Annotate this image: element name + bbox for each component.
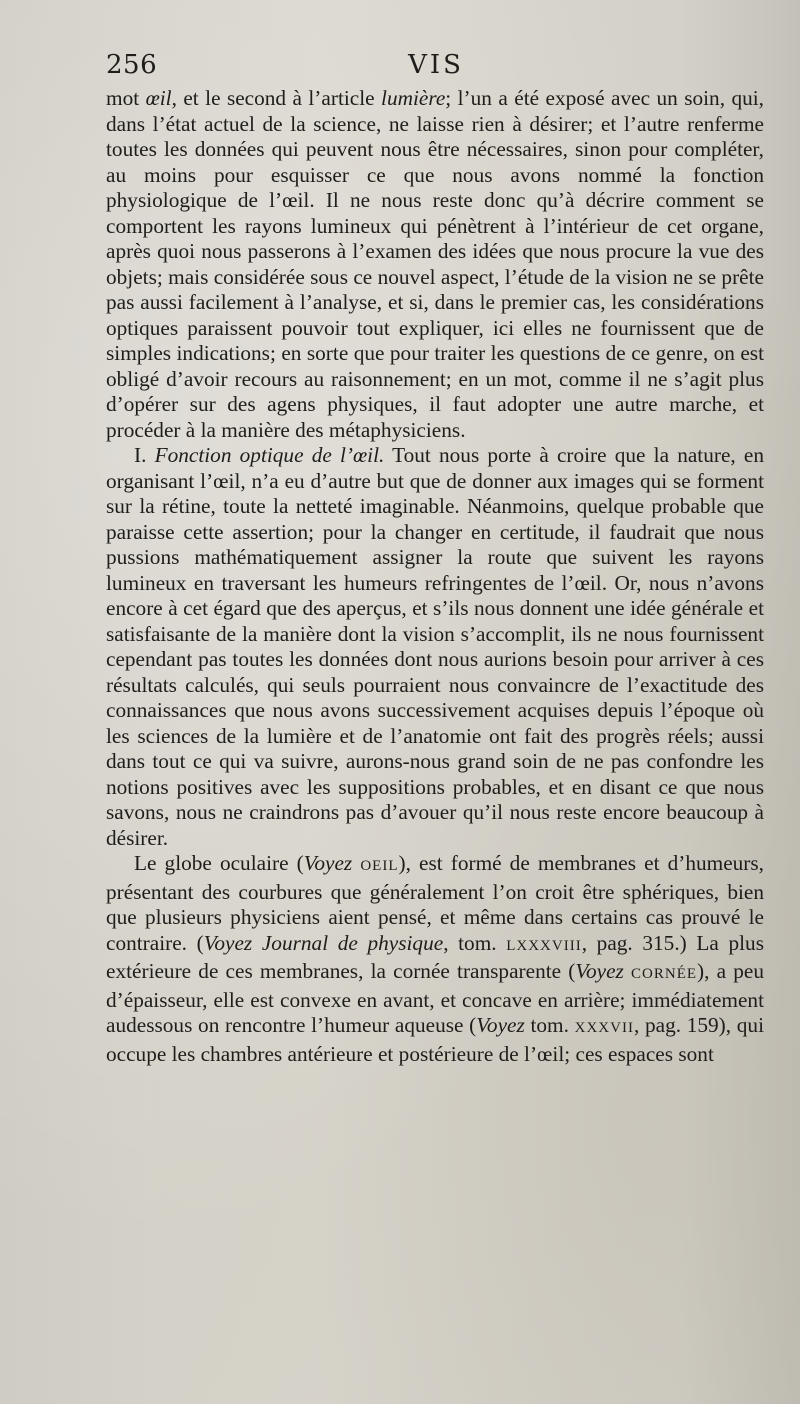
- text-segment: ), a peu d’épaisseur, elle est convexe en avant, et concave en arrière; immédiatement audessous on rencontre l’humeur aqueuse (: [106, 959, 764, 1037]
- text-segment: ; l’un a été exposé avec un soin, qui, dans l’état actuel de la science, ne laisse rien à désirer; et l’autre renferme toutes les données qui peuvent nous être nécessaires, sinon pour compléter, au moins pour esquisser ce que nous avons nommé la fonction physiologique de l’œil. Il ne nous reste donc qu’à décrire comment se comportent les rayons lumineux qui pénètrent à l’intérieur de cet organe, après quoi nous passerons à l’examen des idées que nous procure la vue des objets; mais considérée sous ce nouvel aspect, l’étude de la vision ne se prête pas aussi facilement à l’analyse, et si, dans le premier cas, les considérations optiques paraissent pouvoir tout expliquer, ici elles ne fournissent que de simples indications; en sorte que pour traiter les questions de ce genre, on est obligé d’avoir recours au raisonnement; en un mot, comme il ne s’agit plus d’opérer sur des agens physiques, il faut adopter une autre marche, et procéder à la manière des métaphysiciens.: [106, 86, 764, 442]
- text-segment: OEIL: [360, 858, 399, 874]
- text-segment: [624, 959, 631, 983]
- text-segment: Tout nous porte à croire que la nature, en organisant l’œil, n’a eu d’autre but que de donner aux images qui se forment sur la rétine, toute la netteté imaginable. Néanmoins, quelque probable que paraisse cette assertion; pour la changer en certitude, il faudrait que nous pussions mathématiquement assigner la route que suivent les rayons lumineux en traversant les humeurs refringentes de l’œil. Or, nous n’avons encore à cet égard que des aperçus, et s’ils nous donnent une idée générale et satisfaisante de la manière dont la vision s’accomplit, ils ne nous fournissent cependant pas toutes les données dont nous aurions besoin pour arriver à ces résultats calculés, qui seuls pourraient nous convaincre de l’exactitude des connaissances que nous avons successivement acquises depuis l’époque où les sciences de la lumière et de l’anatomie ont fait des progrès réels; aussi dans tout ce qui va suivre, aurons-nous grand soin de ne pas confondre les notions positives avec les suppositions probables, et en disant ce que nous savons, nous ne craindrons pas d’avouer qu’il nous reste encore beaucoup à désirer.: [106, 443, 765, 850]
- page-header: [106, 50, 766, 90]
- text-segment: , et le second à l’article: [171, 86, 382, 110]
- text-segment: Fonction optique de l’œil.: [154, 443, 385, 467]
- page-number: 256: [106, 50, 158, 80]
- text-segment: Voyez: [476, 1013, 525, 1037]
- text-segment: œil: [145, 86, 172, 110]
- text-segment: ), est formé de membranes et d’humeurs, présentant des courbures que généralement l’on croit être sphériques, bien que plusieurs physiciens aient pensé, et même dans certains cas prouvé le contraire. (: [106, 851, 765, 955]
- paragraph-1: [106, 86, 764, 443]
- text-segment: lumière: [381, 86, 446, 110]
- paragraph-2: [106, 443, 764, 851]
- text-segment: XXXVII: [574, 1020, 634, 1036]
- text-segment: Voyez: [303, 851, 353, 875]
- body-text: [106, 86, 764, 1067]
- text-segment: , pag. 315.) La plus extérieure de ces membranes, la cornée transparente (: [106, 930, 764, 983]
- text-segment: , tom.: [443, 930, 507, 955]
- text-segment: LXXXVIII: [506, 937, 582, 954]
- text-segment: tom.: [524, 1013, 575, 1037]
- text-segment: , pag. 159), qui occupe les chambres antérieure et postérieure de l’œil; ces espaces sont: [106, 1013, 765, 1066]
- text-segment: Le globe oculaire (: [134, 851, 304, 875]
- text-segment: mot: [106, 86, 146, 110]
- text-segment: I.: [134, 443, 155, 467]
- text-segment: CORNÉE: [631, 966, 698, 982]
- text-segment: Voyez: [575, 959, 624, 983]
- running-head: VIS: [408, 50, 464, 80]
- paragraph-3: [106, 851, 764, 1067]
- text-segment: Voyez Journal de physique: [203, 930, 444, 955]
